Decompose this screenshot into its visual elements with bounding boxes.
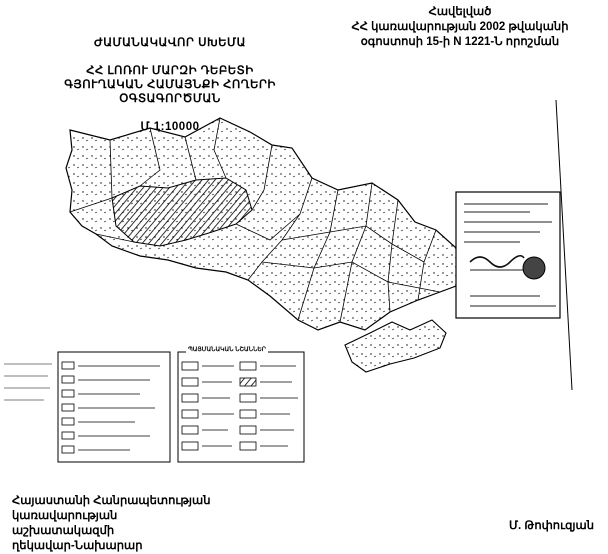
map-scale: Մ 1:10000 [140, 121, 200, 133]
legend-title: ՊԱՅՄԱՆԱԿԱՆ ՆՇԱՆՆԵՐ [188, 347, 266, 353]
legend-box [4, 352, 304, 462]
approval-stamp-sheet [456, 100, 572, 390]
map-subtitle-usage: ՕԳՏԱԳՈՐԾՄԱՆ [119, 93, 221, 105]
approval-government: ՀՀ կառավարության 2002 թվականի [351, 21, 569, 33]
footer-line-head: ղեկավար-Նախարար [12, 540, 143, 552]
stamp-seal-icon [523, 257, 545, 279]
footer-official [12, 494, 212, 554]
approval-appendix: Հավելված [428, 6, 492, 18]
signatory-name: Մ. Թոփուզյան [508, 520, 594, 532]
map-title: ԺԱՄԱՆԱԿԱՎՈՐ ՍԽԵՄԱ [94, 37, 246, 49]
approval-note [330, 5, 590, 50]
map-subtitle-region: ՀՀ ԼՈՌՈՒ ՄԱՐԶԻ ԴԵԲԵՏԻ [86, 65, 254, 77]
map-subtitle-community: ԳՅՈՒՂԱԿԱՆ ՀԱՄԱՅՆՔԻ ՀՈՂԵՐԻ [64, 79, 276, 91]
map-title-block [40, 36, 300, 134]
footer-line-republic: Հայաստանի Հանրապետության [12, 495, 211, 507]
approval-decision: օգոստոսի 15-ի N 1221-Ն որոշման [360, 36, 560, 48]
footer-line-staff: կառավարության աշխատակազմի [12, 510, 118, 537]
